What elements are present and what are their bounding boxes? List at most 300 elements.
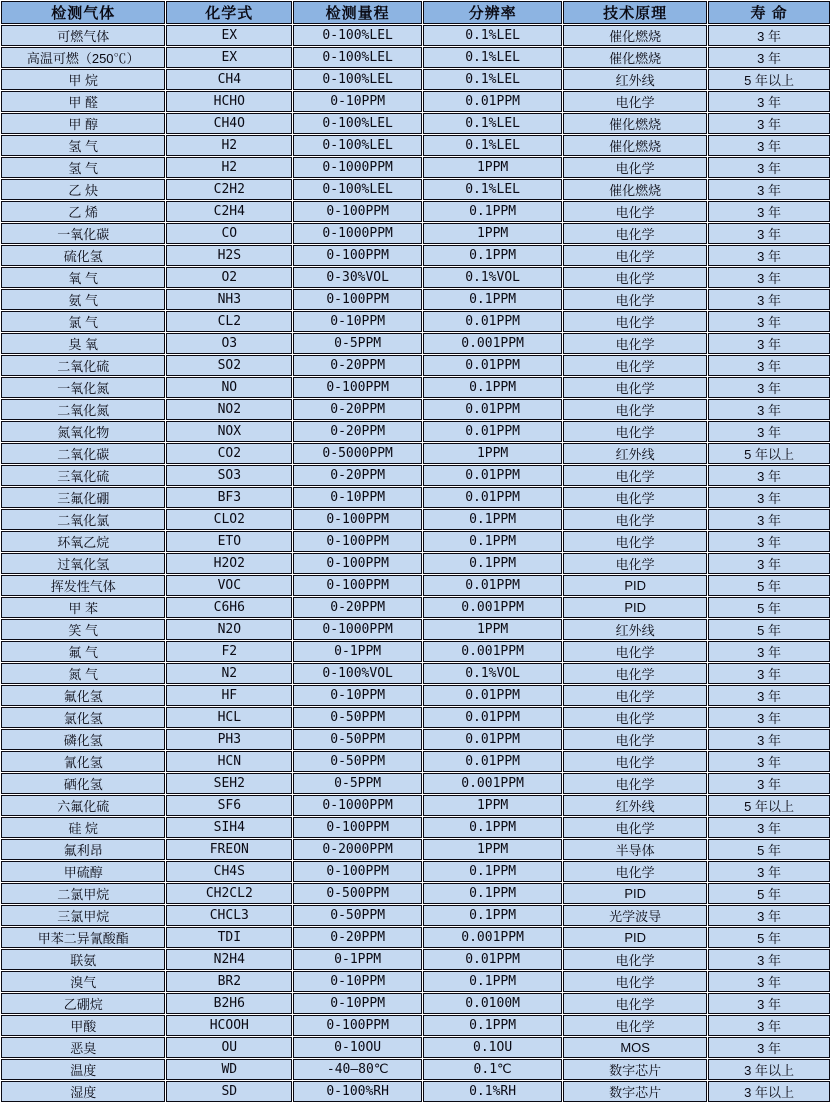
table-row: [1, 619, 830, 640]
cell-range: 0-10PPM: [293, 993, 422, 1014]
cell-range: 0-10OU: [293, 1037, 422, 1058]
cell-lifespan: 5 年: [708, 619, 830, 640]
table-row: [1, 993, 830, 1014]
cell-lifespan: 3 年: [708, 971, 830, 992]
cell-lifespan: 3 年: [708, 1037, 830, 1058]
table-row: [1, 1037, 830, 1058]
cell-resolution: 1PPM: [423, 619, 562, 640]
table-row: [1, 1081, 830, 1102]
cell-range: 0-1000PPM: [293, 223, 422, 244]
cell-principle: 电化学: [563, 201, 707, 222]
table-row: [1, 91, 830, 112]
table-row: [1, 421, 830, 442]
cell-lifespan: 5 年: [708, 927, 830, 948]
table-row: [1, 223, 830, 244]
cell-formula: O2: [166, 267, 292, 288]
cell-lifespan: 3 年: [708, 861, 830, 882]
cell-range: 0-500PPM: [293, 883, 422, 904]
cell-gas: 恶臭: [1, 1037, 165, 1058]
cell-formula: N2O: [166, 619, 292, 640]
cell-formula: CHCL3: [166, 905, 292, 926]
cell-principle: 电化学: [563, 355, 707, 376]
cell-principle: 红外线: [563, 443, 707, 464]
cell-gas: 氢 气: [1, 157, 165, 178]
cell-range: 0-100PPM: [293, 377, 422, 398]
cell-formula: BF3: [166, 487, 292, 508]
cell-gas: 氮 气: [1, 663, 165, 684]
cell-lifespan: 5 年: [708, 575, 830, 596]
cell-gas: 一氧化碳: [1, 223, 165, 244]
cell-resolution: 0.001PPM: [423, 597, 562, 618]
table-row: [1, 399, 830, 420]
cell-principle: 电化学: [563, 861, 707, 882]
cell-range: 0-10PPM: [293, 685, 422, 706]
cell-formula: SIH4: [166, 817, 292, 838]
cell-principle: 电化学: [563, 971, 707, 992]
cell-principle: PID: [563, 883, 707, 904]
cell-gas: 笑 气: [1, 619, 165, 640]
cell-range: 0-100PPM: [293, 245, 422, 266]
cell-range: 0-100%LEL: [293, 113, 422, 134]
cell-lifespan: 3 年: [708, 355, 830, 376]
cell-gas: 甲苯二异氰酸酯: [1, 927, 165, 948]
cell-resolution: 0.01PPM: [423, 487, 562, 508]
table-row: [1, 685, 830, 706]
cell-resolution: 1PPM: [423, 443, 562, 464]
cell-range: 0-5PPM: [293, 333, 422, 354]
cell-resolution: 0.1%VOL: [423, 663, 562, 684]
cell-resolution: 0.1%RH: [423, 1081, 562, 1102]
cell-gas: 臭 氧: [1, 333, 165, 354]
cell-lifespan: 3 年: [708, 751, 830, 772]
cell-range: 0-5000PPM: [293, 443, 422, 464]
cell-resolution: 0.01PPM: [423, 355, 562, 376]
cell-gas: 氮氧化物: [1, 421, 165, 442]
cell-principle: 电化学: [563, 509, 707, 530]
cell-principle: 数字芯片: [563, 1081, 707, 1102]
cell-formula: H2: [166, 135, 292, 156]
cell-gas: 硫化氢: [1, 245, 165, 266]
cell-lifespan: 5 年: [708, 597, 830, 618]
cell-lifespan: 3 年以上: [708, 1081, 830, 1102]
table-row: [1, 267, 830, 288]
cell-resolution: 0.1PPM: [423, 377, 562, 398]
cell-resolution: 0.01PPM: [423, 949, 562, 970]
cell-lifespan: 5 年以上: [708, 795, 830, 816]
cell-lifespan: 3 年: [708, 25, 830, 46]
cell-range: 0-100PPM: [293, 531, 422, 552]
cell-lifespan: 3 年: [708, 729, 830, 750]
table-row: [1, 905, 830, 926]
cell-lifespan: 3 年: [708, 179, 830, 200]
cell-formula: SEH2: [166, 773, 292, 794]
cell-resolution: 1PPM: [423, 839, 562, 860]
cell-formula: CH4: [166, 69, 292, 90]
cell-range: 0-30%VOL: [293, 267, 422, 288]
cell-resolution: 0.1PPM: [423, 905, 562, 926]
cell-principle: 电化学: [563, 641, 707, 662]
cell-formula: CH4O: [166, 113, 292, 134]
cell-resolution: 0.01PPM: [423, 729, 562, 750]
cell-range: 0-100%LEL: [293, 69, 422, 90]
cell-principle: 电化学: [563, 333, 707, 354]
cell-range: 0-50PPM: [293, 707, 422, 728]
cell-gas: 湿度: [1, 1081, 165, 1102]
cell-principle: 电化学: [563, 377, 707, 398]
cell-principle: 电化学: [563, 91, 707, 112]
table-row: [1, 157, 830, 178]
cell-formula: FREON: [166, 839, 292, 860]
cell-principle: 电化学: [563, 993, 707, 1014]
cell-gas: 甲酸: [1, 1015, 165, 1036]
cell-lifespan: 3 年: [708, 1015, 830, 1036]
cell-formula: B2H6: [166, 993, 292, 1014]
table-row: [1, 707, 830, 728]
cell-resolution: 0.1%LEL: [423, 179, 562, 200]
cell-gas: 可燃气体: [1, 25, 165, 46]
cell-range: 0-10PPM: [293, 91, 422, 112]
cell-formula: NH3: [166, 289, 292, 310]
cell-principle: 电化学: [563, 223, 707, 244]
cell-formula: C6H6: [166, 597, 292, 618]
cell-resolution: 0.1PPM: [423, 971, 562, 992]
cell-formula: TDI: [166, 927, 292, 948]
cell-resolution: 0.1PPM: [423, 245, 562, 266]
cell-principle: 红外线: [563, 795, 707, 816]
cell-range: 0-20PPM: [293, 421, 422, 442]
table-row: [1, 751, 830, 772]
cell-lifespan: 3 年: [708, 993, 830, 1014]
cell-principle: 电化学: [563, 157, 707, 178]
cell-formula: C2H4: [166, 201, 292, 222]
cell-lifespan: 3 年: [708, 267, 830, 288]
cell-formula: H2: [166, 157, 292, 178]
cell-lifespan: 3 年: [708, 399, 830, 420]
cell-resolution: 0.1OU: [423, 1037, 562, 1058]
cell-gas: 乙 炔: [1, 179, 165, 200]
cell-lifespan: 5 年: [708, 839, 830, 860]
cell-formula: CL2: [166, 311, 292, 332]
cell-range: 0-10PPM: [293, 971, 422, 992]
cell-lifespan: 3 年: [708, 817, 830, 838]
cell-gas: 过氧化氢: [1, 553, 165, 574]
cell-lifespan: 3 年: [708, 311, 830, 332]
cell-resolution: 0.01PPM: [423, 751, 562, 772]
column-header-resolution: 分辨率: [423, 1, 562, 24]
table-row: [1, 443, 830, 464]
column-header-principle: 技术原理: [563, 1, 707, 24]
table-row: [1, 355, 830, 376]
cell-principle: MOS: [563, 1037, 707, 1058]
cell-formula: H2O2: [166, 553, 292, 574]
cell-range: 0-100%LEL: [293, 135, 422, 156]
cell-lifespan: 5 年以上: [708, 443, 830, 464]
cell-gas: 甲 醇: [1, 113, 165, 134]
cell-gas: 氯化氢: [1, 707, 165, 728]
cell-formula: CO: [166, 223, 292, 244]
cell-range: 0-20PPM: [293, 597, 422, 618]
table-row: [1, 641, 830, 662]
cell-gas: 硒化氢: [1, 773, 165, 794]
cell-formula: WD: [166, 1059, 292, 1080]
cell-lifespan: 3 年: [708, 509, 830, 530]
cell-resolution: 0.1PPM: [423, 201, 562, 222]
table-row: [1, 47, 830, 68]
cell-range: 0-100PPM: [293, 201, 422, 222]
cell-gas: 二氯甲烷: [1, 883, 165, 904]
table-row: [1, 927, 830, 948]
cell-principle: 电化学: [563, 399, 707, 420]
cell-lifespan: 3 年: [708, 905, 830, 926]
cell-resolution: 1PPM: [423, 795, 562, 816]
cell-formula: EX: [166, 47, 292, 68]
cell-gas: 环氧乙烷: [1, 531, 165, 552]
table-row: [1, 487, 830, 508]
column-header-lifespan: 寿 命: [708, 1, 830, 24]
cell-resolution: 0.1PPM: [423, 1015, 562, 1036]
cell-principle: 电化学: [563, 949, 707, 970]
cell-principle: 催化燃烧: [563, 179, 707, 200]
cell-resolution: 0.001PPM: [423, 641, 562, 662]
cell-formula: HF: [166, 685, 292, 706]
cell-resolution: 0.01PPM: [423, 421, 562, 442]
cell-principle: 半导体: [563, 839, 707, 860]
cell-resolution: 0.01PPM: [423, 707, 562, 728]
cell-range: 0-100%VOL: [293, 663, 422, 684]
cell-resolution: 0.01PPM: [423, 685, 562, 706]
cell-resolution: 0.1%LEL: [423, 25, 562, 46]
cell-formula: BR2: [166, 971, 292, 992]
cell-range: 0-100PPM: [293, 553, 422, 574]
cell-principle: 红外线: [563, 69, 707, 90]
cell-principle: 电化学: [563, 685, 707, 706]
cell-formula: NOX: [166, 421, 292, 442]
table-row: [1, 333, 830, 354]
cell-gas: 氨 气: [1, 289, 165, 310]
cell-range: 0-100%LEL: [293, 25, 422, 46]
cell-lifespan: 3 年: [708, 949, 830, 970]
table-body: [1, 25, 830, 1102]
cell-principle: 数字芯片: [563, 1059, 707, 1080]
cell-formula: SO3: [166, 465, 292, 486]
column-header-gas: 检测气体: [1, 1, 165, 24]
cell-gas: 乙硼烷: [1, 993, 165, 1014]
cell-principle: 催化燃烧: [563, 113, 707, 134]
cell-formula: ETO: [166, 531, 292, 552]
cell-range: 0-20PPM: [293, 927, 422, 948]
column-header-formula: 化学式: [166, 1, 292, 24]
cell-lifespan: 5 年: [708, 883, 830, 904]
cell-lifespan: 3 年: [708, 707, 830, 728]
cell-formula: C2H2: [166, 179, 292, 200]
table-row: [1, 971, 830, 992]
cell-formula: SD: [166, 1081, 292, 1102]
table-row: [1, 69, 830, 90]
cell-gas: 六氟化硫: [1, 795, 165, 816]
cell-lifespan: 3 年: [708, 47, 830, 68]
cell-resolution: 0.01PPM: [423, 311, 562, 332]
cell-range: 0-100PPM: [293, 1015, 422, 1036]
cell-range: 0-50PPM: [293, 729, 422, 750]
table-row: [1, 531, 830, 552]
cell-range: 0-5PPM: [293, 773, 422, 794]
cell-resolution: 0.001PPM: [423, 773, 562, 794]
cell-resolution: 0.1%LEL: [423, 47, 562, 68]
cell-gas: 甲 苯: [1, 597, 165, 618]
cell-gas: 二氧化碳: [1, 443, 165, 464]
cell-gas: 一氧化氮: [1, 377, 165, 398]
table-row: [1, 839, 830, 860]
cell-resolution: 0.1℃: [423, 1059, 562, 1080]
cell-principle: 电化学: [563, 1015, 707, 1036]
cell-gas: 氰化氢: [1, 751, 165, 772]
table-row: [1, 179, 830, 200]
cell-gas: 二氧化氯: [1, 509, 165, 530]
cell-formula: NO2: [166, 399, 292, 420]
cell-gas: 二氧化氮: [1, 399, 165, 420]
cell-resolution: 0.1PPM: [423, 553, 562, 574]
cell-gas: 挥发性气体: [1, 575, 165, 596]
cell-range: 0-20PPM: [293, 465, 422, 486]
cell-lifespan: 3 年: [708, 245, 830, 266]
cell-range: 0-100%LEL: [293, 47, 422, 68]
cell-range: 0-20PPM: [293, 355, 422, 376]
table-row: [1, 773, 830, 794]
cell-gas: 甲 醛: [1, 91, 165, 112]
table-row: [1, 289, 830, 310]
table-row: [1, 553, 830, 574]
cell-principle: PID: [563, 575, 707, 596]
cell-range: 0-100PPM: [293, 509, 422, 530]
cell-gas: 甲硫醇: [1, 861, 165, 882]
table-row: [1, 949, 830, 970]
table-row: [1, 245, 830, 266]
cell-lifespan: 3 年: [708, 641, 830, 662]
cell-range: -40—80℃: [293, 1059, 422, 1080]
cell-formula: HCN: [166, 751, 292, 772]
cell-formula: EX: [166, 25, 292, 46]
cell-resolution: 0.01PPM: [423, 465, 562, 486]
cell-gas: 氢 气: [1, 135, 165, 156]
cell-formula: HCL: [166, 707, 292, 728]
cell-gas: 温度: [1, 1059, 165, 1080]
header-row: [1, 1, 830, 24]
table-row: [1, 465, 830, 486]
cell-principle: 电化学: [563, 465, 707, 486]
cell-principle: PID: [563, 597, 707, 618]
cell-resolution: 0.1%LEL: [423, 69, 562, 90]
cell-principle: 电化学: [563, 267, 707, 288]
cell-formula: SF6: [166, 795, 292, 816]
cell-range: 0-50PPM: [293, 905, 422, 926]
cell-range: 0-1PPM: [293, 949, 422, 970]
cell-lifespan: 3 年: [708, 685, 830, 706]
cell-lifespan: 3 年: [708, 157, 830, 178]
cell-formula: N2: [166, 663, 292, 684]
cell-formula: VOC: [166, 575, 292, 596]
cell-gas: 三氟化硼: [1, 487, 165, 508]
cell-lifespan: 3 年: [708, 531, 830, 552]
cell-resolution: 0.1PPM: [423, 817, 562, 838]
cell-principle: PID: [563, 927, 707, 948]
cell-resolution: 0.1%LEL: [423, 113, 562, 134]
cell-resolution: 0.1PPM: [423, 883, 562, 904]
cell-resolution: 1PPM: [423, 223, 562, 244]
cell-gas: 氟 气: [1, 641, 165, 662]
cell-resolution: 0.1PPM: [423, 861, 562, 882]
cell-resolution: 0.1PPM: [423, 289, 562, 310]
cell-range: 0-1000PPM: [293, 795, 422, 816]
table-row: [1, 135, 830, 156]
cell-lifespan: 3 年: [708, 201, 830, 222]
cell-range: 0-100%LEL: [293, 179, 422, 200]
cell-gas: 甲 烷: [1, 69, 165, 90]
cell-resolution: 0.1PPM: [423, 509, 562, 530]
cell-range: 0-20PPM: [293, 399, 422, 420]
cell-gas: 硅 烷: [1, 817, 165, 838]
cell-range: 0-1000PPM: [293, 619, 422, 640]
cell-principle: 红外线: [563, 619, 707, 640]
cell-formula: HCHO: [166, 91, 292, 112]
cell-lifespan: 3 年: [708, 113, 830, 134]
cell-gas: 三氯甲烷: [1, 905, 165, 926]
cell-formula: OU: [166, 1037, 292, 1058]
cell-lifespan: 3 年: [708, 223, 830, 244]
cell-principle: 电化学: [563, 817, 707, 838]
table-header: [1, 1, 830, 24]
cell-gas: 氯 气: [1, 311, 165, 332]
cell-gas: 联氨: [1, 949, 165, 970]
cell-principle: 电化学: [563, 289, 707, 310]
cell-gas: 乙 烯: [1, 201, 165, 222]
cell-range: 0-50PPM: [293, 751, 422, 772]
cell-gas: 二氧化硫: [1, 355, 165, 376]
cell-gas: 氧 气: [1, 267, 165, 288]
cell-principle: 电化学: [563, 553, 707, 574]
cell-range: 0-10PPM: [293, 311, 422, 332]
cell-lifespan: 3 年: [708, 553, 830, 574]
cell-lifespan: 3 年以上: [708, 1059, 830, 1080]
table-row: [1, 311, 830, 332]
cell-formula: F2: [166, 641, 292, 662]
cell-formula: CH4S: [166, 861, 292, 882]
table-row: [1, 795, 830, 816]
cell-resolution: 0.001PPM: [423, 333, 562, 354]
table-row: [1, 817, 830, 838]
cell-resolution: 0.001PPM: [423, 927, 562, 948]
column-header-range: 检测量程: [293, 1, 422, 24]
cell-gas: 磷化氢: [1, 729, 165, 750]
cell-principle: 电化学: [563, 729, 707, 750]
table-row: [1, 509, 830, 530]
cell-formula: PH3: [166, 729, 292, 750]
cell-resolution: 1PPM: [423, 157, 562, 178]
cell-principle: 电化学: [563, 707, 707, 728]
table-row: [1, 575, 830, 596]
cell-formula: N2H4: [166, 949, 292, 970]
cell-formula: SO2: [166, 355, 292, 376]
cell-principle: 电化学: [563, 751, 707, 772]
cell-lifespan: 3 年: [708, 91, 830, 112]
cell-gas: 氟化氢: [1, 685, 165, 706]
cell-principle: 电化学: [563, 487, 707, 508]
cell-gas: 氟利昂: [1, 839, 165, 860]
cell-lifespan: 3 年: [708, 663, 830, 684]
table-row: [1, 663, 830, 684]
cell-principle: 电化学: [563, 245, 707, 266]
table-row: [1, 597, 830, 618]
cell-formula: NO: [166, 377, 292, 398]
